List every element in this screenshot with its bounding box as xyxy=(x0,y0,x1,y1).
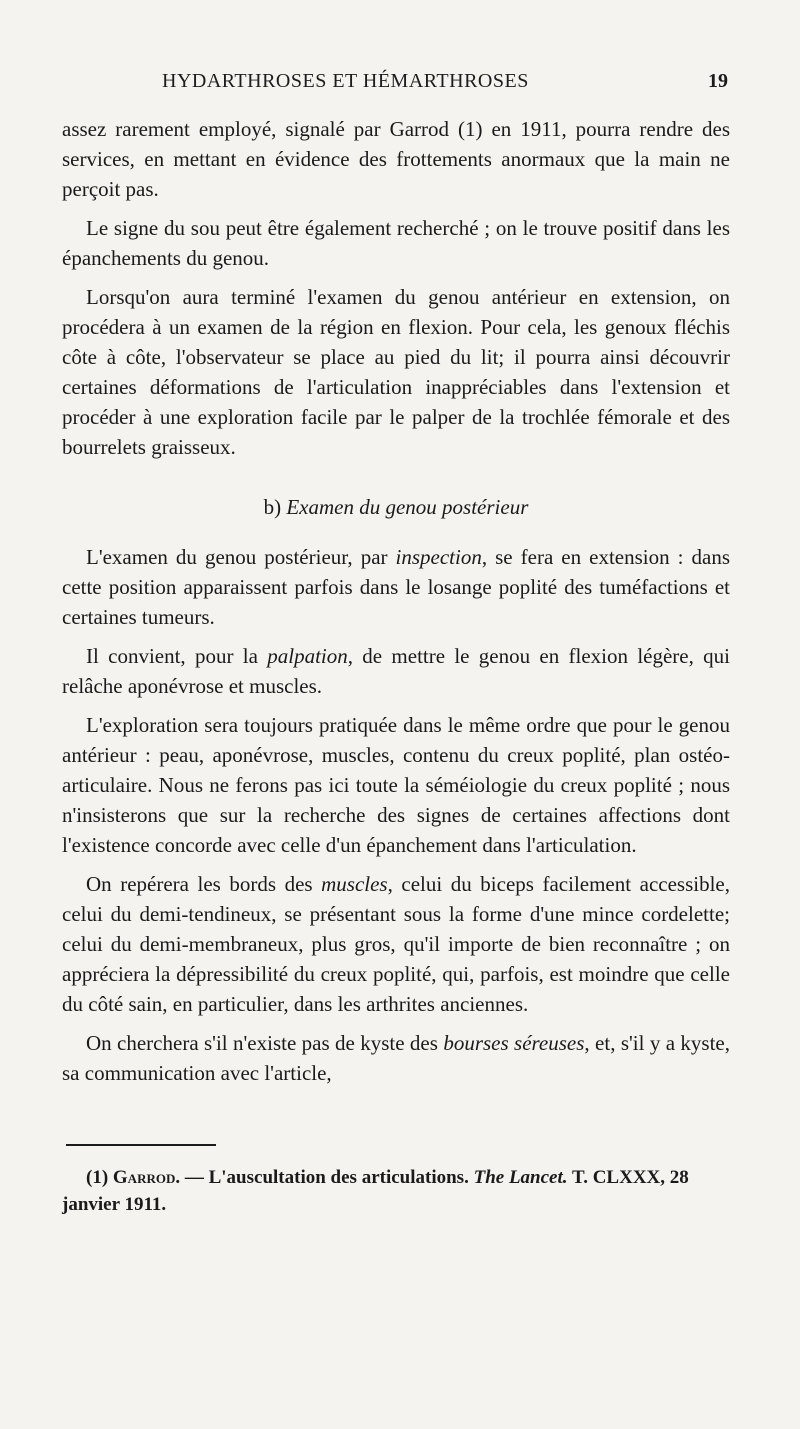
paragraph-8-text-b: , et, s'il y a kyste, sa communication avec l'article, xyxy=(62,1031,730,1085)
paragraph-7-emphasis: muscles xyxy=(321,872,388,896)
book-page xyxy=(62,70,730,1218)
footnote xyxy=(62,1164,742,1218)
footnote-text: — L'auscultation des articulations. xyxy=(180,1167,474,1188)
paragraph-8-emphasis: bourses séreuses xyxy=(443,1031,585,1055)
paragraph-4-text-b: , se fera en extension : dans cette position apparaissent parfois dans le losange poplité des tuméfactions et certaines tumeurs. xyxy=(62,545,730,629)
section-letter: b) xyxy=(263,495,282,519)
paragraph-4 xyxy=(62,542,730,632)
running-head xyxy=(62,70,730,104)
footnote-rule xyxy=(66,1144,216,1146)
paragraph-6: L'exploration sera toujours pratiquée dans le même ordre que pour le genou antérieur : peau, aponévrose, muscles, contenu du creux poplité, plan ostéo-articulaire. Nous ne ferons pas ici toute la séméiologie du creux poplité ; nous n'insisterons que sur la recherche des signes de certaines affections dont l'existence concorde avec celle d'un épanchement dans l'articulation. xyxy=(62,713,730,857)
running-title: HYDARTHROSES ET HÉMARTHROSES xyxy=(162,70,529,92)
paragraph-5-text-b: , de mettre le genou en flexion légère, qui relâche aponévrose et muscles. xyxy=(62,644,730,698)
paragraph-5-text-a: Il convient, pour la xyxy=(86,644,268,668)
paragraph-4-emphasis: inspection xyxy=(395,545,482,569)
footnote-marker: (1) xyxy=(86,1167,113,1188)
footnote-author: Garrod. xyxy=(112,1167,181,1188)
paragraph-5 xyxy=(62,641,730,701)
page-number: 19 xyxy=(708,70,728,92)
section-title: Examen du genou postérieur xyxy=(286,495,529,519)
section-heading xyxy=(62,492,730,522)
paragraph-5-emphasis: palpation xyxy=(267,644,348,668)
footnote-reference: T. CLXXX, 28 janvier 1911. xyxy=(62,1167,689,1215)
paragraph-7-text-a: On repérera les bords des xyxy=(86,872,322,896)
paragraph-2: Le signe du sou peut être également recherché ; on le trouve positif dans les épanchements du genou. xyxy=(62,216,730,270)
paragraph-8 xyxy=(62,1028,730,1088)
paragraph-8-text-a: On cherchera s'il n'existe pas de kyste des xyxy=(86,1031,444,1055)
paragraph-3: Lorsqu'on aura terminé l'examen du genou antérieur en extension, on procédera à un examen de la région en flexion. Pour cela, les genoux fléchis côte à côte, l'observateur se place au pied du lit; il pourra ainsi découvrir certaines déformations de l'articulation inappréciables dans l'extension et procéder à une exploration facile par le palper de la trochlée fémorale et des bourrelets graisseux. xyxy=(62,285,730,459)
paragraph-4-text-a: L'examen du genou postérieur, par xyxy=(86,545,396,569)
paragraph-7 xyxy=(62,869,730,1019)
paragraph-7-text-b: , celui du biceps facilement accessible, celui du demi-tendineux, se présentant sous la forme d'une mince cordelette; celui du demi-membraneux, plus gros, qu'il importe de bien reconnaître ; on appréciera la dépressibilité du creux poplité, qui, parfois, est moindre que celle du côté sain, en particulier, dans les arthrites anciennes. xyxy=(62,872,730,1016)
paragraph-1: assez rarement employé, signalé par Garrod (1) en 1911, pourra rendre des services, en mettant en évidence des frottements anormaux que la main ne perçoit pas. xyxy=(62,117,730,201)
footnote-journal: The Lancet. xyxy=(473,1167,568,1188)
